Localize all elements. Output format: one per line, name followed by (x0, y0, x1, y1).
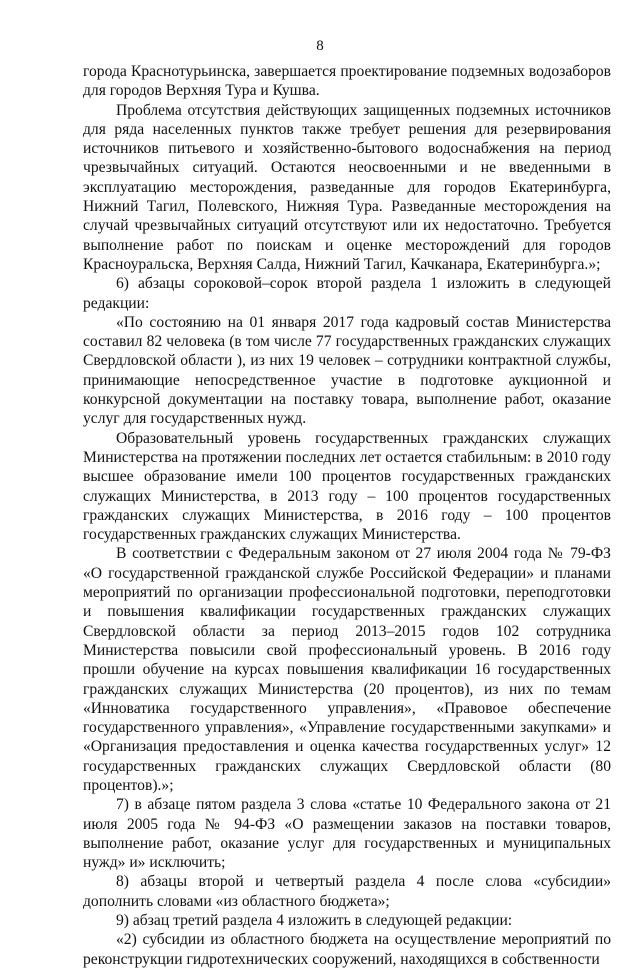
document-body (83, 62, 611, 969)
paragraph: «По состоянию на 01 января 2017 года кадровый состав Министерства составил 82 человека (в том числе 77 государственных гражданских служащих Свердловской области ), из них 19 человек – сотрудники контрактной службы, принимающие непосредственное участие в подготовке аукционной и конкурсной документации на поставку товара, выполнение работ, оказание услуг для государственных нужд. (83, 313, 611, 428)
paragraph-continuation: города Краснотурьинска, завершается проектирование подземных водозаборов для городов Верхняя Тура и Кушва. (83, 63, 611, 100)
page-number: 8 (316, 38, 324, 54)
paragraph-item-6: 6) абзацы сороковой–сорок второй раздела 1 изложить в следующей редакции: (83, 275, 611, 312)
paragraph-item-9: 9) абзац третий раздела 4 изложить в следующей редакции: (116, 912, 513, 930)
paragraph-item-8: 8) абзацы второй и четвертый раздела 4 после слова «субсидии» дополнить словами «из областного бюджета»; (83, 873, 611, 910)
paragraph: Проблема отсутствия действующих защищенных подземных источников для ряда населенных пунктов также требует решения для резервирования источников питьевого и хозяйственно-бытового водоснабжения на период чрезвычайных ситуаций. Остаются неосвоенными и не введенными в эксплуатацию месторождения, разведанные для городов Екатеринбурга, Нижний Тагил, Полевского, Нижняя Тура. Разведанные месторождения на случай чрезвычайных ситуаций отсутствуют или их недостаточно. Требуется выполнение работ по поискам и оценке месторождений для городов Красноуральска, Верхняя Салда, Нижний Тагил, Качканара, Екатеринбурга.»; (83, 101, 611, 273)
paragraph: В соответствии с Федеральным законом от 27 июля 2004 года № 79-ФЗ «О государственной гражданской службе Российской Федерации» и планами мероприятий по организации профессиональной подготовки, переподготовки и повышения квалификации государственных гражданских служащих Свердловской области за период 2013–2015 годов 102 сотрудника Министерства повысили свой профессиональный уровень. В 2016 году прошли обучение на курсах повышения квалификации 16 государственных гражданских служащих Министерства (20 процентов), из них по темам «Инноватика государственного управления», «Правовое обеспечение государственного управления», «Управление государственными закупками» и «Организация предоставления и оценка качества государственных услуг» 12 государственных гражданских служащих Свердловской области (80 процентов).»; (83, 545, 611, 794)
paragraph: «2) субсидии из областного бюджета на осуществление мероприятий по реконструкции гидротехнических сооружений, находящихся в собственности (83, 931, 611, 968)
paragraph-item-7: 7) в абзаце пятом раздела 3 слова «статье 10 Федерального закона от 21 июля 2005 года № 94-ФЗ «О размещении заказов на поставки товаров, выполнение работ, оказание услуг для государственных и муниципальных нужд» и» исключить; (83, 796, 611, 872)
paragraph: Образовательный уровень государственных гражданских служащих Министерства на протяжении последних лет остается стабильным: в 2010 году высшее образование имели 100 процентов государственных гражданских служащих Министерства, в 2013 году – 100 процентов государственных гражданских служащих Министерства, в 2016 году – 100 процентов государственных гражданских служащих Министерства. (83, 429, 611, 544)
